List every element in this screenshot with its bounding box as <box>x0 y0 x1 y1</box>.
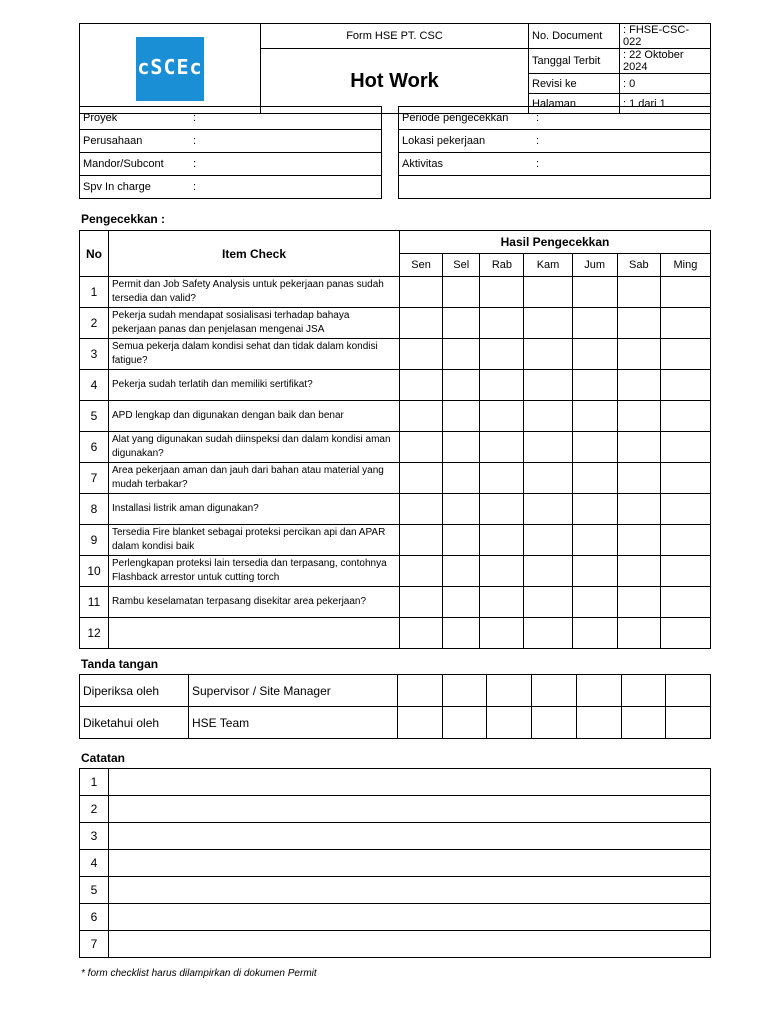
sign-label: Diperiksa oleh <box>80 675 189 707</box>
check-cell[interactable] <box>524 308 572 339</box>
check-cell[interactable] <box>443 556 480 587</box>
table-row <box>80 556 711 587</box>
check-cell[interactable] <box>480 556 524 587</box>
check-cell[interactable] <box>660 618 710 649</box>
table-row <box>80 931 711 958</box>
day-header: Jum <box>572 254 617 277</box>
check-cell[interactable] <box>480 432 524 463</box>
check-cell[interactable] <box>660 401 710 432</box>
check-cell[interactable] <box>480 401 524 432</box>
table-row <box>80 769 711 796</box>
row-number: 1 <box>80 277 109 308</box>
sign-cell[interactable] <box>666 707 711 739</box>
check-cell[interactable] <box>660 432 710 463</box>
check-cell[interactable] <box>400 556 443 587</box>
check-cell[interactable] <box>400 277 443 308</box>
sign-cell[interactable] <box>576 675 621 707</box>
info-label: Aktivitas <box>399 153 534 176</box>
check-cell[interactable] <box>617 308 660 339</box>
check-cell[interactable] <box>400 432 443 463</box>
item-check-text <box>109 618 400 649</box>
check-cell[interactable] <box>400 463 443 494</box>
info-value[interactable]: : <box>533 153 711 176</box>
notes-table <box>79 768 711 958</box>
check-cell[interactable] <box>524 556 572 587</box>
check-cell[interactable] <box>660 525 710 556</box>
document-header <box>79 23 711 114</box>
item-check-text: Area pekerjaan aman dan jauh dari bahan atau material yang mudah terbakar? <box>109 463 400 494</box>
check-cell[interactable] <box>617 525 660 556</box>
sign-cell[interactable] <box>532 675 577 707</box>
sign-cell[interactable] <box>398 707 443 739</box>
col-header-result: Hasil Pengecekkan <box>400 231 711 254</box>
day-header: Sab <box>617 254 660 277</box>
form-label: Form HSE PT. CSC <box>261 24 529 49</box>
note-number: 3 <box>80 823 109 850</box>
item-check-text: Pekerja sudah terlatih dan memiliki sertifikat? <box>109 370 400 401</box>
meta-key: No. Document <box>529 24 620 49</box>
info-label: Spv In charge <box>80 176 191 199</box>
check-cell[interactable] <box>660 463 710 494</box>
note-number: 1 <box>80 769 109 796</box>
check-cell[interactable] <box>400 525 443 556</box>
check-cell[interactable] <box>572 618 617 649</box>
table-row <box>80 796 711 823</box>
sign-label: Diketahui oleh <box>80 707 189 739</box>
check-cell[interactable] <box>617 401 660 432</box>
col-header-item: Item Check <box>109 231 400 277</box>
row-number: 12 <box>80 618 109 649</box>
info-value[interactable]: : <box>533 130 711 153</box>
item-check-table <box>79 230 711 649</box>
check-cell[interactable] <box>572 463 617 494</box>
check-cell[interactable] <box>617 463 660 494</box>
meta-value: : 1 dari 1 <box>620 94 711 114</box>
check-cell[interactable] <box>660 339 710 370</box>
table-row <box>80 877 711 904</box>
note-cell[interactable] <box>109 877 711 904</box>
check-cell[interactable] <box>480 618 524 649</box>
check-cell[interactable] <box>617 277 660 308</box>
check-cell[interactable] <box>572 308 617 339</box>
table-row <box>80 339 711 370</box>
check-cell[interactable] <box>617 556 660 587</box>
check-cell[interactable] <box>524 494 572 525</box>
meta-value: : 22 Oktober 2024 <box>620 49 711 74</box>
check-cell[interactable] <box>480 587 524 618</box>
check-cell[interactable] <box>480 370 524 401</box>
sign-cell[interactable] <box>442 675 487 707</box>
company-logo <box>136 37 204 101</box>
check-cell[interactable] <box>480 308 524 339</box>
sign-role: HSE Team <box>189 707 398 739</box>
check-cell[interactable] <box>572 401 617 432</box>
note-cell[interactable] <box>109 796 711 823</box>
meta-key: Tanggal Terbit <box>529 49 620 74</box>
sign-cell[interactable] <box>621 675 666 707</box>
check-cell[interactable] <box>572 587 617 618</box>
note-cell[interactable] <box>109 931 711 958</box>
check-cell[interactable] <box>400 587 443 618</box>
check-cell[interactable] <box>660 308 710 339</box>
meta-key: Halaman <box>529 94 620 114</box>
item-check-text: APD lengkap dan digunakan dengan baik dan benar <box>109 401 400 432</box>
note-number: 4 <box>80 850 109 877</box>
check-cell[interactable] <box>443 525 480 556</box>
check-cell[interactable] <box>443 432 480 463</box>
check-cell[interactable] <box>617 339 660 370</box>
sign-cell[interactable] <box>442 707 487 739</box>
item-check-text: Pekerja sudah mendapat sosialisasi terhadap bahaya pekerjaan panas dan penjelasan mengenai JSA <box>109 308 400 339</box>
check-cell[interactable] <box>660 556 710 587</box>
col-header-no: No <box>80 231 109 277</box>
table-row <box>80 525 711 556</box>
logo-cell <box>80 24 261 114</box>
check-cell[interactable] <box>443 618 480 649</box>
check-cell[interactable] <box>572 370 617 401</box>
info-blank <box>399 176 534 199</box>
row-number: 8 <box>80 494 109 525</box>
signature-table <box>79 674 711 739</box>
check-cell[interactable] <box>660 277 710 308</box>
info-label: Periode pengecekkan <box>399 107 534 130</box>
check-cell[interactable] <box>660 494 710 525</box>
check-cell[interactable] <box>524 463 572 494</box>
table-row <box>80 904 711 931</box>
check-cell[interactable] <box>524 432 572 463</box>
table-row <box>80 850 711 877</box>
check-section-title: Pengecekkan : <box>81 212 166 226</box>
table-row <box>80 823 711 850</box>
info-value[interactable]: : <box>190 153 382 176</box>
table-row <box>80 587 711 618</box>
sign-role: Supervisor / Site Manager <box>189 675 398 707</box>
check-cell[interactable] <box>443 401 480 432</box>
check-cell[interactable] <box>443 308 480 339</box>
meta-value: : 0 <box>620 74 711 94</box>
meta-value: : FHSE-CSC-022 <box>620 24 711 49</box>
table-row <box>80 308 711 339</box>
check-cell[interactable] <box>617 587 660 618</box>
check-cell[interactable] <box>443 463 480 494</box>
check-cell[interactable] <box>480 339 524 370</box>
check-cell[interactable] <box>572 339 617 370</box>
check-cell[interactable] <box>617 370 660 401</box>
row-number: 4 <box>80 370 109 401</box>
check-cell[interactable] <box>524 525 572 556</box>
check-cell[interactable] <box>617 432 660 463</box>
sign-cell[interactable] <box>398 675 443 707</box>
check-cell[interactable] <box>480 494 524 525</box>
note-number: 7 <box>80 931 109 958</box>
notes-section-title: Catatan <box>81 751 126 765</box>
row-number: 3 <box>80 339 109 370</box>
check-cell[interactable] <box>524 339 572 370</box>
note-number: 2 <box>80 796 109 823</box>
info-label: Mandor/Subcont <box>80 153 191 176</box>
check-cell[interactable] <box>400 308 443 339</box>
check-cell[interactable] <box>443 339 480 370</box>
check-cell[interactable] <box>572 556 617 587</box>
row-number: 6 <box>80 432 109 463</box>
check-cell[interactable] <box>524 401 572 432</box>
note-cell[interactable] <box>109 904 711 931</box>
check-cell[interactable] <box>443 277 480 308</box>
sign-section-title: Tanda tangan <box>81 657 159 671</box>
check-cell[interactable] <box>524 587 572 618</box>
check-cell[interactable] <box>443 370 480 401</box>
item-check-text: Installasi listrik aman digunakan? <box>109 494 400 525</box>
table-row <box>80 618 711 649</box>
row-number: 11 <box>80 587 109 618</box>
logo-text: cSCEc <box>137 54 203 79</box>
footnote: * form checklist harus dilampirkan di dokumen Permit <box>81 968 317 979</box>
check-cell[interactable] <box>617 618 660 649</box>
row-number: 10 <box>80 556 109 587</box>
check-cell[interactable] <box>400 401 443 432</box>
check-cell[interactable] <box>480 277 524 308</box>
table-row <box>80 370 711 401</box>
check-cell[interactable] <box>443 494 480 525</box>
note-number: 6 <box>80 904 109 931</box>
note-number: 5 <box>80 877 109 904</box>
day-header: Rab <box>480 254 524 277</box>
check-cell[interactable] <box>524 277 572 308</box>
row-number: 9 <box>80 525 109 556</box>
check-cell[interactable] <box>660 587 710 618</box>
day-header: Sen <box>400 254 443 277</box>
sign-cell[interactable] <box>487 675 532 707</box>
check-cell[interactable] <box>660 370 710 401</box>
period-info-table <box>398 106 711 199</box>
info-value[interactable]: : <box>190 107 382 130</box>
day-header: Sel <box>443 254 480 277</box>
sign-cell[interactable] <box>532 707 577 739</box>
info-blank <box>533 176 711 199</box>
row-number: 5 <box>80 401 109 432</box>
meta-key: Revisi ke <box>529 74 620 94</box>
check-cell[interactable] <box>400 370 443 401</box>
item-check-text: Tersedia Fire blanket sebagai proteksi percikan api dan APAR dalam kondisi baik <box>109 525 400 556</box>
check-cell[interactable] <box>443 587 480 618</box>
check-cell[interactable] <box>524 618 572 649</box>
info-label: Perusahaan <box>80 130 191 153</box>
info-value[interactable]: : <box>533 107 711 130</box>
sign-cell[interactable] <box>487 707 532 739</box>
table-row <box>80 432 711 463</box>
item-check-text: Permit dan Job Safety Analysis untuk pekerjaan panas sudah tersedia dan valid? <box>109 277 400 308</box>
check-cell[interactable] <box>480 525 524 556</box>
item-check-text: Alat yang digunakan sudah diinspeksi dan dalam kondisi aman digunakan? <box>109 432 400 463</box>
table-row <box>80 277 711 308</box>
project-info-table <box>79 106 382 199</box>
sign-cell[interactable] <box>666 675 711 707</box>
check-cell[interactable] <box>400 618 443 649</box>
row-number: 2 <box>80 308 109 339</box>
note-cell[interactable] <box>109 769 711 796</box>
info-label: Proyek <box>80 107 191 130</box>
info-label: Lokasi pekerjaan <box>399 130 534 153</box>
check-cell[interactable] <box>400 339 443 370</box>
info-value[interactable]: : <box>190 130 382 153</box>
table-row <box>80 463 711 494</box>
check-cell[interactable] <box>572 525 617 556</box>
check-cell[interactable] <box>480 463 524 494</box>
check-cell[interactable] <box>524 370 572 401</box>
check-cell[interactable] <box>572 277 617 308</box>
table-row <box>80 401 711 432</box>
note-cell[interactable] <box>109 850 711 877</box>
sign-cell[interactable] <box>576 707 621 739</box>
day-header: Ming <box>660 254 710 277</box>
sign-cell[interactable] <box>621 707 666 739</box>
day-header: Kam <box>524 254 572 277</box>
item-check-text: Perlengkapan proteksi lain tersedia dan terpasang, contohnya Flashback arrestor untuk cutting torch <box>109 556 400 587</box>
info-value[interactable]: : <box>190 176 382 199</box>
check-cell[interactable] <box>400 494 443 525</box>
item-check-text: Semua pekerja dalam kondisi sehat dan tidak dalam kondisi fatigue? <box>109 339 400 370</box>
check-cell[interactable] <box>572 432 617 463</box>
form-title: Hot Work <box>261 49 529 114</box>
note-cell[interactable] <box>109 823 711 850</box>
item-check-text: Rambu keselamatan terpasang disekitar area pekerjaan? <box>109 587 400 618</box>
check-cell[interactable] <box>617 494 660 525</box>
check-cell[interactable] <box>572 494 617 525</box>
table-row <box>80 494 711 525</box>
row-number: 7 <box>80 463 109 494</box>
